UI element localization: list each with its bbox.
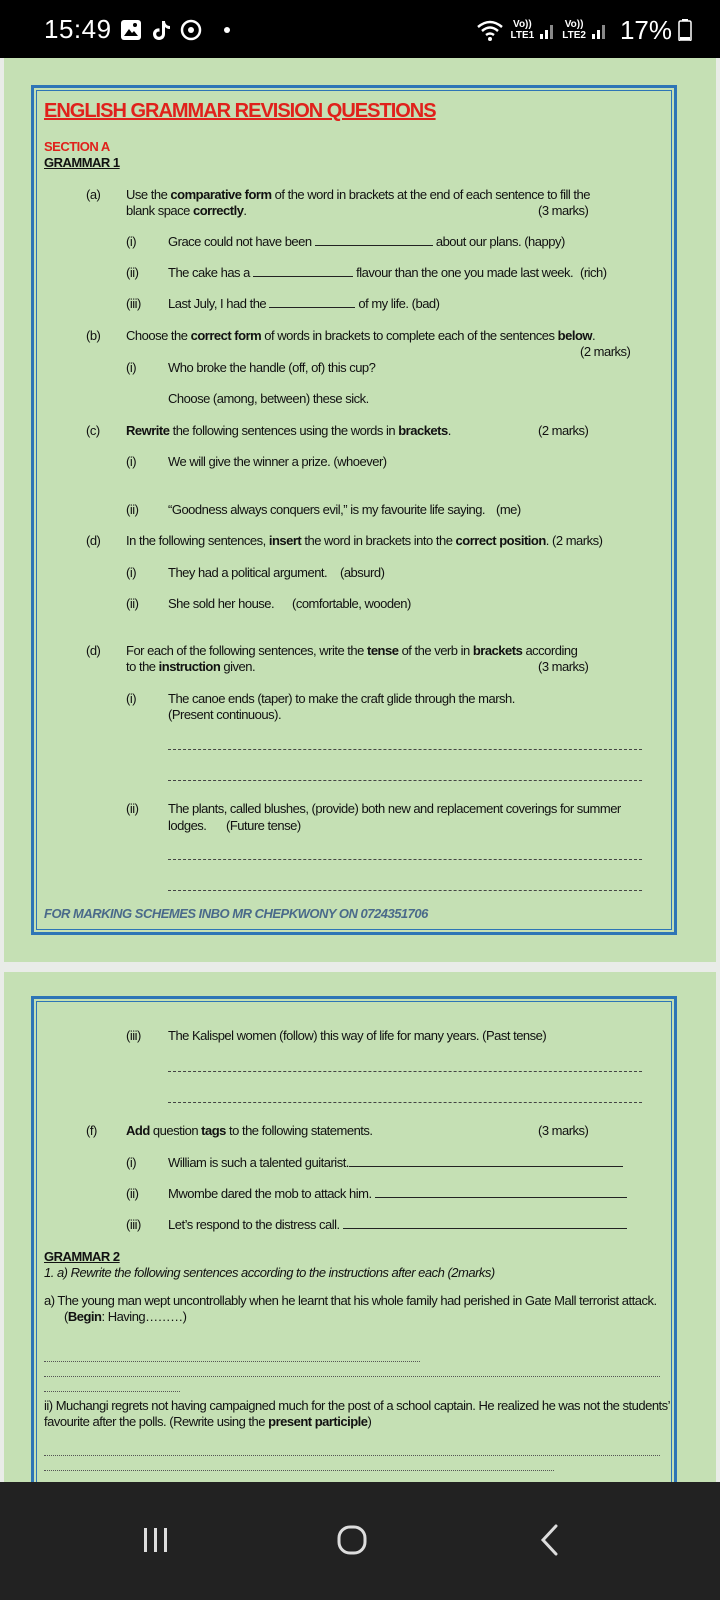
marks: (3 marks)	[538, 659, 589, 674]
question-b-text: Choose the correct form of words in brackets to complete each of the sentences below.	[126, 328, 596, 343]
answer-blank	[315, 234, 433, 246]
item-number: (i)	[126, 1155, 137, 1170]
item-number: (iii)	[126, 1217, 141, 1232]
answer-line	[44, 1391, 180, 1392]
question-item: Choose (among, between) these sick.	[168, 391, 369, 406]
question-item: William is such a talented guitarist.	[168, 1155, 623, 1170]
answer-blank	[349, 1155, 623, 1167]
question-item: The Kalispel women (follow) this way of life for many years. (Past tense)	[168, 1028, 547, 1043]
question-label: (c)	[86, 423, 100, 438]
grammar-heading: GRAMMAR 2	[44, 1249, 120, 1264]
item-number: (i)	[126, 234, 137, 249]
question-item-line2: lodges.	[168, 818, 207, 833]
instruction: 1. a) Rewrite the following sentences according to the instructions after each (2marks)	[44, 1265, 495, 1280]
question-e-text: For each of the following sentences, write the tense of the verb in brackets according	[126, 643, 578, 658]
question-item-line2: (Begin: Having………)	[64, 1309, 187, 1324]
question-label: (f)	[86, 1123, 97, 1138]
document-page-1[interactable]	[4, 58, 716, 962]
marks: (3 marks)	[538, 1123, 589, 1138]
question-label: (a)	[86, 187, 101, 202]
sim2-indicator: Vo)) LTE2	[562, 19, 586, 41]
question-f-text: Add question tags to the following statements.	[126, 1123, 373, 1138]
question-a-text: Use the comparative form of the word in brackets at the end of each sentence to fill the	[126, 187, 591, 202]
question-item: a) The young man wept uncontrollably when he learnt that his whole family had perished in Gate Mall terrorist attack.	[44, 1293, 657, 1308]
answer-blank	[343, 1217, 627, 1229]
item-number: (i)	[126, 691, 137, 706]
marks: (2 marks)	[580, 344, 631, 359]
question-label: (b)	[86, 328, 101, 343]
grammar-heading: GRAMMAR 1	[44, 155, 120, 170]
hint-word: (rich)	[580, 265, 607, 280]
question-item: Let’s respond to the distress call.	[168, 1217, 627, 1232]
answer-line	[168, 859, 642, 860]
item-number: (ii)	[126, 265, 139, 280]
section-heading: SECTION A	[44, 139, 110, 154]
question-d-text: In the following sentences, insert the word in brackets into the correct position. (2 marks)	[126, 533, 603, 548]
gallery-notification-icon	[120, 19, 142, 41]
answer-line	[168, 890, 642, 891]
question-item-line2: (Present continuous).	[168, 707, 282, 722]
hint-word: (Future tense)	[226, 818, 301, 833]
answer-line	[44, 1376, 660, 1377]
hint-word: (absurd)	[340, 565, 385, 580]
question-item: Grace could not have been about our plans. (happy)	[168, 234, 565, 249]
answer-line	[168, 749, 642, 750]
hint-word: (me)	[496, 502, 521, 517]
signal-icon	[540, 21, 556, 39]
answer-line	[168, 1102, 642, 1103]
question-c-text: Rewrite the following sentences using the words in brackets.	[126, 423, 451, 438]
back-icon	[538, 1523, 562, 1557]
question-item: The canoe ends (taper) to make the craft glide through the marsh.	[168, 691, 515, 706]
sim1-indicator: Vo)) LTE1	[510, 19, 535, 41]
question-e-text-line2: to the instruction given.	[126, 659, 256, 674]
item-number: (iii)	[126, 296, 141, 311]
recent-apps-icon	[141, 1525, 171, 1555]
document-page-2[interactable]	[4, 972, 716, 1482]
item-number: (ii)	[126, 1186, 139, 1201]
recent-apps-button[interactable]	[128, 1512, 184, 1568]
more-notifications-icon	[224, 27, 230, 33]
battery-percent: 17%	[619, 14, 672, 45]
question-item: The plants, called blushes, (provide) both new and replacement coverings for summer	[168, 801, 621, 816]
footer-contact: FOR MARKING SCHEMES INBO MR CHEPKWONY ON 0724351706	[44, 906, 428, 921]
navigation-bar	[0, 1482, 720, 1600]
answer-line	[44, 1470, 554, 1471]
question-item: The cake has a flavour than the one you made last week.	[168, 265, 574, 280]
answer-line	[44, 1361, 420, 1362]
question-item: “Goodness always conquers evil,” is my favourite life saying.	[168, 502, 486, 517]
back-button[interactable]	[522, 1512, 578, 1568]
answer-line	[168, 1071, 642, 1072]
item-number: (iii)	[126, 1028, 141, 1043]
answer-blank	[269, 296, 355, 308]
answer-line	[44, 1455, 660, 1456]
marks: (3 marks)	[538, 203, 589, 218]
question-item-line2: favourite after the polls. (Rewrite using the present participle)	[44, 1414, 372, 1429]
item-number: (i)	[126, 565, 137, 580]
question-a-text-line2: blank space correctly.	[126, 203, 247, 218]
question-item: We will give the winner a prize. (whoever)	[168, 454, 387, 469]
tiktok-notification-icon	[150, 19, 172, 41]
document-title: ENGLISH GRAMMAR REVISION QUESTIONS	[44, 100, 436, 122]
item-number: (ii)	[126, 502, 139, 517]
answer-blank	[375, 1186, 627, 1198]
question-label: (d)	[86, 643, 101, 658]
hint-word: (comfortable, wooden)	[292, 596, 411, 611]
answer-line	[168, 780, 642, 781]
question-item: ii) Muchangi regrets not having campaigned much for the post of a school captain. He realized he was not the students’	[44, 1398, 671, 1413]
wifi-icon	[475, 18, 505, 42]
home-button[interactable]	[324, 1512, 380, 1568]
item-number: (i)	[126, 454, 137, 469]
question-item: She sold her house.	[168, 596, 275, 611]
item-number: (i)	[126, 360, 137, 375]
marks: (2 marks)	[538, 423, 589, 438]
signal-icon	[592, 21, 608, 39]
battery-icon	[678, 19, 692, 41]
answer-blank	[253, 265, 353, 277]
question-label: (d)	[86, 533, 101, 548]
home-icon	[336, 1524, 368, 1556]
question-item: They had a political argument.	[168, 565, 328, 580]
clock: 15:49	[44, 14, 112, 44]
item-number: (ii)	[126, 801, 139, 816]
question-item: Mwombe dared the mob to attack him.	[168, 1186, 627, 1201]
question-item: Who broke the handle (off, of) this cup?	[168, 360, 376, 375]
question-item: Last July, I had the of my life. (bad)	[168, 296, 440, 311]
status-bar	[0, 0, 720, 58]
item-number: (ii)	[126, 596, 139, 611]
app-notification-icon	[180, 19, 202, 41]
